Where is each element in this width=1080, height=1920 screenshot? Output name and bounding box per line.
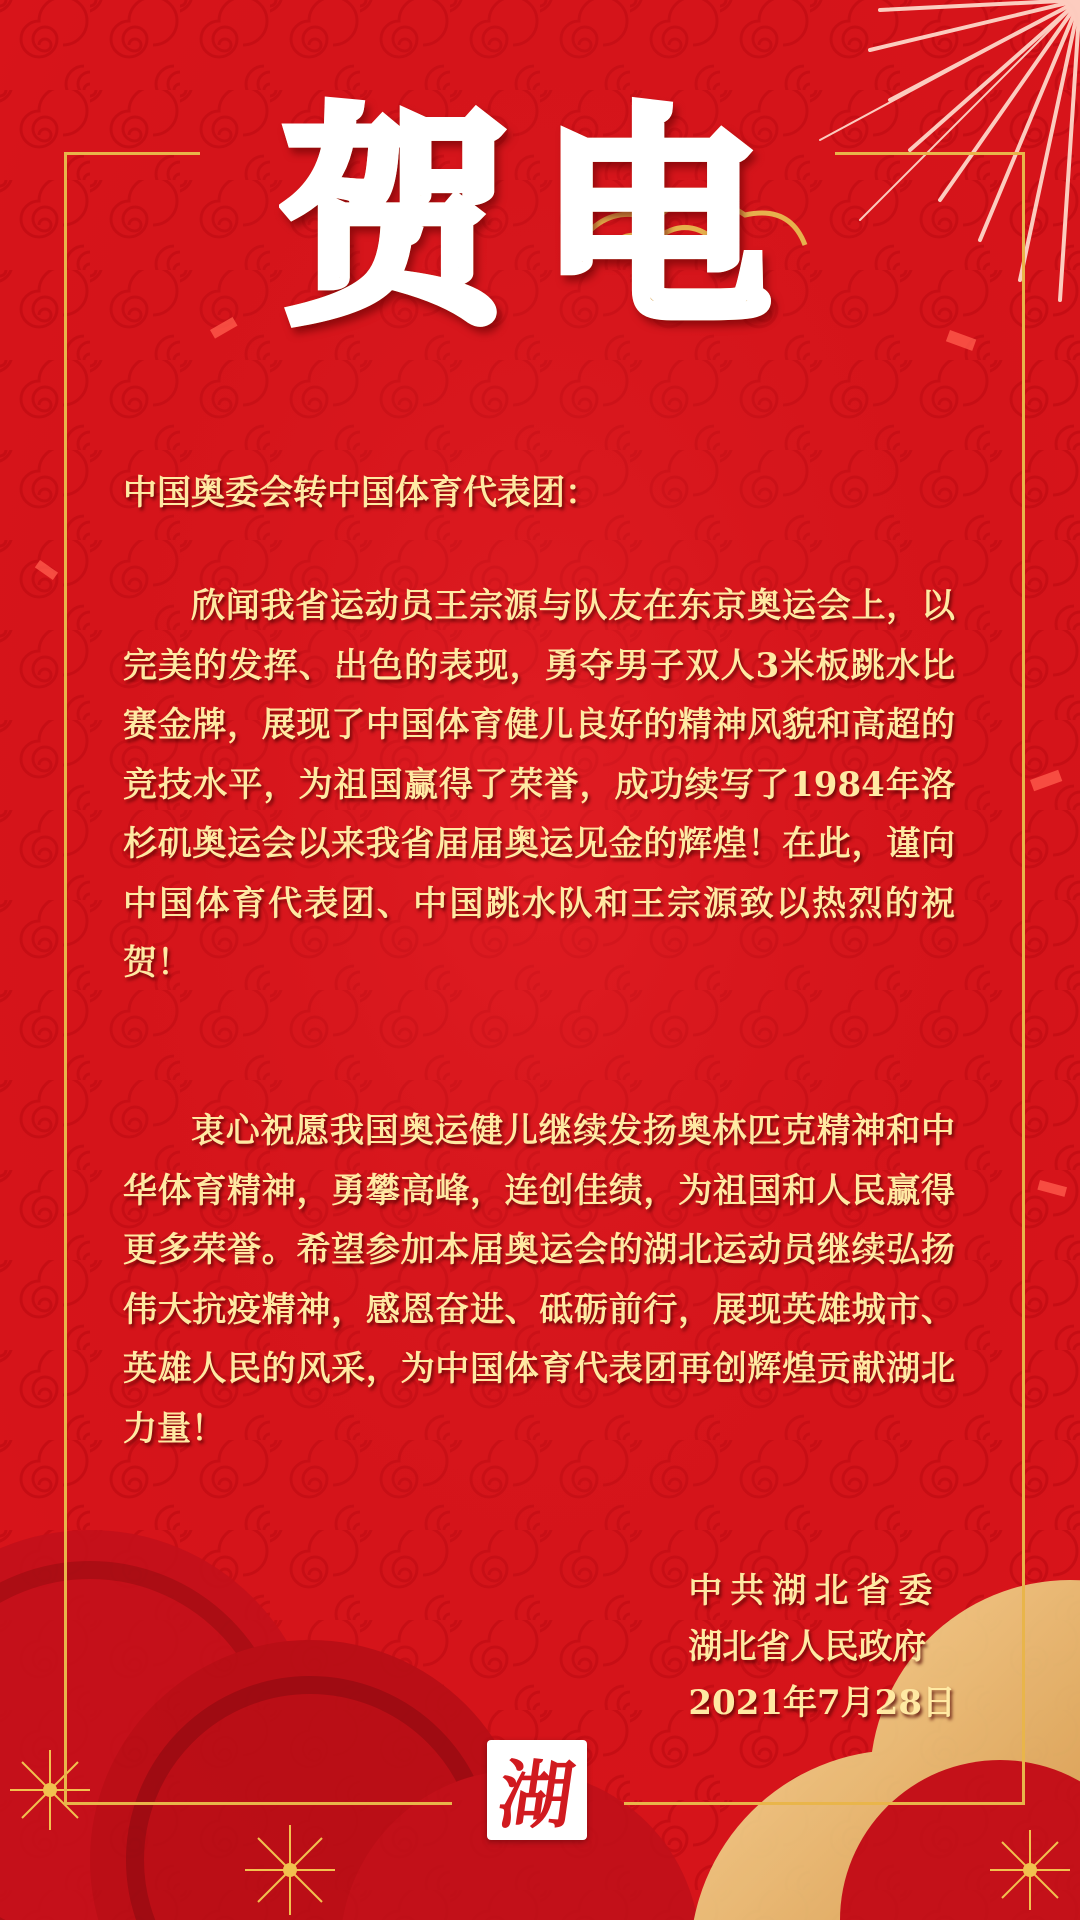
signature-block [688,1563,956,1731]
frame-top-left [64,152,200,155]
salutation: 中国奥委会转中国体育代表团： [123,473,599,513]
page-title [270,70,810,370]
frame-left [64,152,67,1804]
frame-right [1022,152,1025,1804]
frame-bottom-left [64,1802,452,1805]
logo-char: 湖 [493,1753,580,1839]
signature-org-1: 中共湖北省委 [688,1571,941,1611]
hubei-logo-icon [487,1740,587,1840]
frame-bottom-right [624,1802,1025,1805]
signature-org-2: 湖北省人民政府 [688,1627,927,1667]
title-text: 贺电 [280,85,800,355]
signature-date: 2021年7月28日 [688,1683,956,1723]
letter-paragraph-2: 衷心祝愿我国奥运健儿继续发扬奥林匹克精神和中华体育精神，勇攀高峰，连创佳绩，为祖国和人民赢得更多荣誉。希望参加本届奥运会的湖北运动员继续弘扬伟大抗疫精神，感恩奋进、砥砺前行，展现英雄城市、英雄人民的风采，为中国体育代表团再创辉煌贡献湖北力量！ [123,1111,955,1449]
letter-paragraph-1: 欣闻我省运动员王宗源与队友在东京奥运会上，以完美的发挥、出色的表现，勇夺男子双人3米板跳水比赛金牌，展现了中国体育健儿良好的精神风貌和高超的竞技水平，为祖国赢得了荣誉，成功续写了1984年洛杉矶奥运会以来我省届届奥运见金的辉煌！在此，谨向中国体育代表团、中国跳水队和王宗源致以热烈的祝贺！ [123,586,955,983]
frame-top-right [835,152,1025,155]
